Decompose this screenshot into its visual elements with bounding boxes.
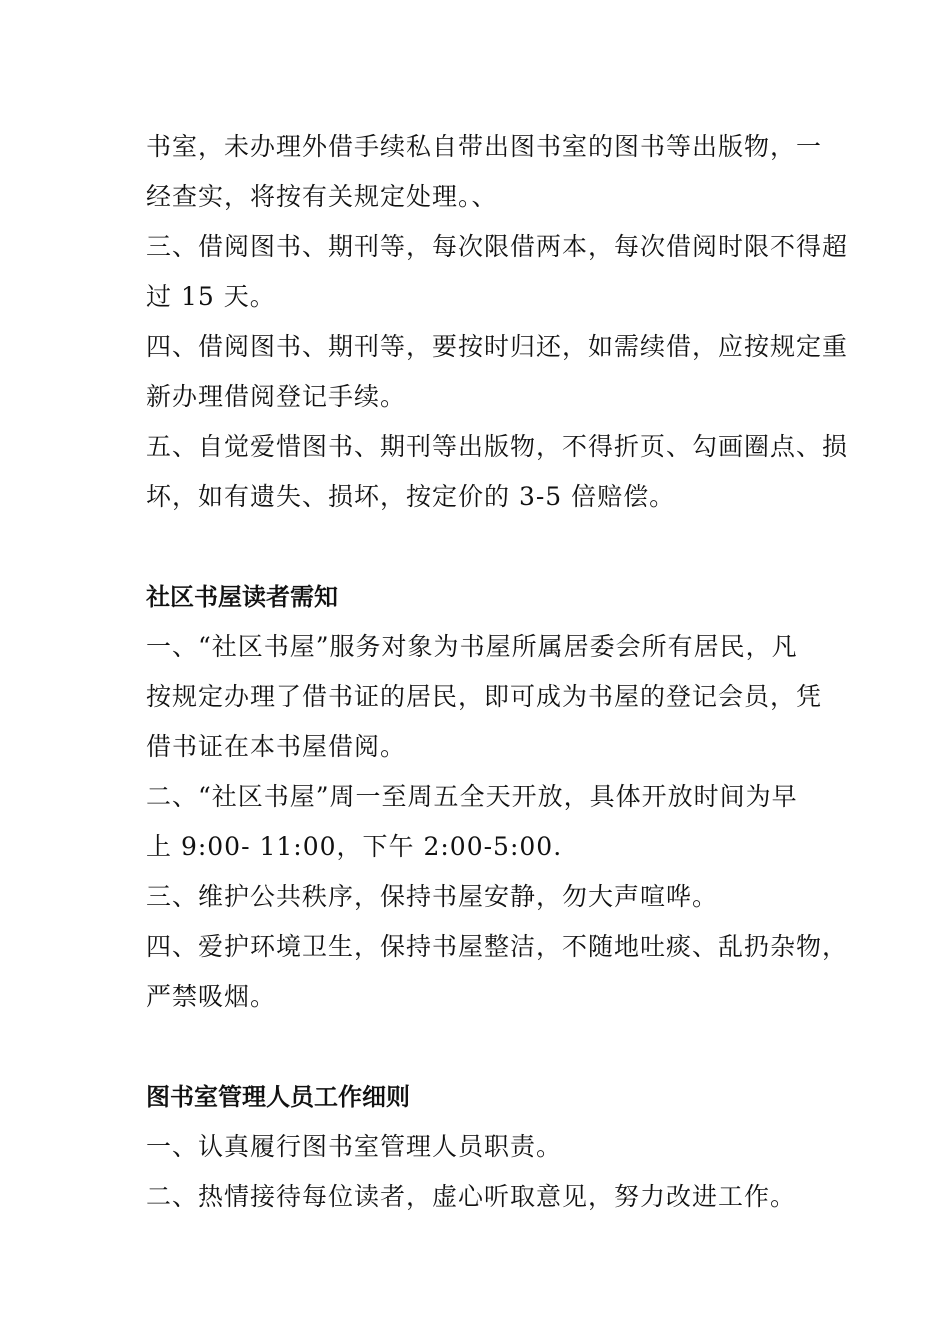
- paragraph-line: 一、认真履行图书室管理人员职责。: [146, 1132, 563, 1161]
- section-title: 社区书屋读者需知: [146, 583, 338, 611]
- paragraph-line: 四、爱护环境卫生，保持书屋整洁，不随地吐痰、乱扔杂物，: [146, 932, 849, 961]
- paragraph-line: 一、“社区书屋”服务对象为书屋所属居委会所有居民，凡: [146, 632, 798, 661]
- paragraph-line: 上 9:00- 11:00，下午 2:00-5:00.: [146, 832, 563, 861]
- paragraph-line: 二、“社区书屋”周一至周五全天开放，具体开放时间为早: [146, 782, 798, 811]
- section-title: 图书室管理人员工作细则: [146, 1083, 410, 1111]
- paragraph-line: 过 15 天。: [146, 282, 276, 311]
- paragraph-line: 三、借阅图书、期刊等，每次限借两本，每次借阅时限不得超: [146, 232, 849, 261]
- paragraph-line: 借书证在本书屋借阅。: [146, 732, 407, 761]
- paragraph-line: 三、维护公共秩序，保持书屋安静，勿大声喧哗。: [146, 882, 719, 911]
- section-staff-rules: [146, 1072, 808, 1222]
- paragraph-line: 按规定办理了借书证的居民，即可成为书屋的登记会员，凭: [146, 682, 823, 711]
- paragraph-line: 二、热情接待每位读者，虚心听取意见，努力改进工作。: [146, 1182, 797, 1211]
- section-reader-notice: [146, 572, 849, 1022]
- document-page: [146, 122, 849, 1222]
- paragraph-line: 四、借阅图书、期刊等，要按时归还，如需续借，应按规定重: [146, 332, 849, 361]
- section-spacer: [146, 522, 808, 572]
- section-borrowing-rules: [146, 122, 849, 522]
- paragraph-line: 五、自觉爱惜图书、期刊等出版物，不得折页、勾画圈点、损: [146, 432, 849, 461]
- paragraph-line: 经查实，将按有关规定处理。、: [146, 182, 498, 211]
- paragraph-line: 书室，未办理外借手续私自带出图书室的图书等出版物，一: [146, 132, 823, 161]
- paragraph-line: 坏，如有遗失、损坏，按定价的 3-5 倍赔偿。: [146, 482, 676, 511]
- paragraph-line: 严禁吸烟。: [146, 982, 277, 1011]
- paragraph-line: 新办理借阅登记手续。: [146, 382, 407, 411]
- section-spacer: [146, 1022, 808, 1072]
